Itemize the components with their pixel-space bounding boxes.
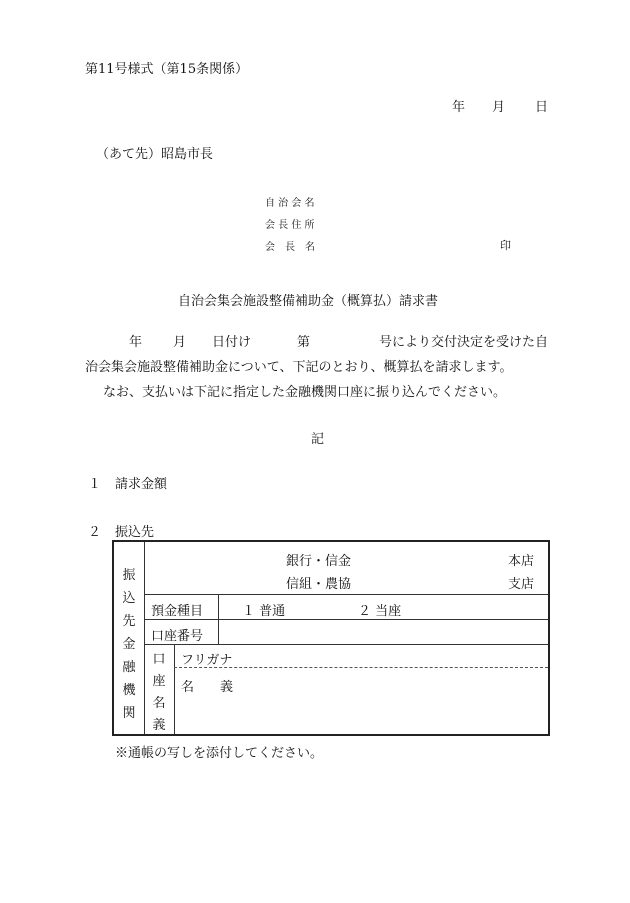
date-day-label: 日: [535, 100, 549, 115]
side-label-char: 先: [122, 614, 136, 629]
deposit-option-ordinary: １ 普通: [242, 604, 286, 619]
side-label-char: 関: [122, 706, 136, 721]
deposit-option-checking: ２ 当座: [358, 604, 402, 619]
account-name-char: 名: [152, 696, 166, 711]
section-1-number: １: [88, 477, 102, 492]
body-line-2: 治会集会施設整備補助金について、下記のとおり、概算払を請求します。: [85, 360, 513, 375]
furigana-label: フリガナ: [181, 653, 233, 668]
body-month: 月: [173, 335, 187, 350]
body-line-3: なお、支払いは下記に指定した金融機関口座に振り込んでください。: [103, 385, 507, 400]
body-rest: 号により交付決定を受けた自: [379, 335, 549, 350]
date-year-label: 年: [452, 100, 466, 115]
document-title: 自治会集会施設整備補助金（概算払）請求書: [178, 294, 439, 309]
furigana-dashed-line: [174, 667, 548, 668]
body-dated: 日付け: [212, 335, 252, 350]
transfer-bank-side-label: [114, 564, 144, 725]
body-dai: 第: [297, 335, 311, 350]
form-number: 第11号様式（第15条関係）: [85, 62, 249, 77]
account-name-char: 口: [152, 652, 166, 667]
section-2-number: ２: [88, 525, 102, 540]
side-label-char: 融: [122, 660, 136, 675]
transfer-account-table: [112, 540, 550, 736]
account-name-side-label: [144, 649, 174, 737]
account-number-bottom-line: [144, 644, 548, 645]
seal-mark: 印: [500, 239, 511, 252]
section-1-label: 請求金額: [115, 477, 168, 492]
association-name-label: 自 治 会 名: [265, 198, 315, 209]
side-label-char: 金: [122, 637, 136, 652]
account-name-divider: [174, 644, 175, 734]
side-label-char: 込: [122, 591, 136, 606]
addressee: （あて先）昭島市長: [96, 147, 214, 162]
bank-types-row-1: 銀行・信金: [286, 554, 352, 569]
bank-row-bottom-line: [144, 594, 548, 595]
ki-heading: 記: [311, 432, 325, 447]
account-number-label: 口座番号: [151, 629, 204, 644]
body-year: 年: [129, 335, 143, 350]
attachment-note: ※通帳の写しを添付してください。: [115, 746, 324, 761]
branch-sub-label: 支店: [508, 577, 535, 592]
side-label-char: 振: [122, 568, 136, 583]
account-name-char: 義: [152, 718, 166, 733]
date-month-label: 月: [492, 100, 506, 115]
chair-name-label: 会 長 名: [265, 242, 315, 253]
deposit-row-bottom-line: [144, 619, 548, 620]
deposit-type-label: 預金種目: [151, 604, 204, 619]
account-name-char: 座: [152, 674, 166, 689]
section-2-label: 振込先: [115, 525, 155, 540]
account-holder-label: 名 義: [181, 680, 234, 695]
side-label-char: 機: [122, 683, 136, 698]
chair-address-label: 会 長 住 所: [265, 220, 315, 231]
branch-main-label: 本店: [508, 554, 535, 569]
bank-types-row-2: 信組・農協: [286, 577, 352, 592]
